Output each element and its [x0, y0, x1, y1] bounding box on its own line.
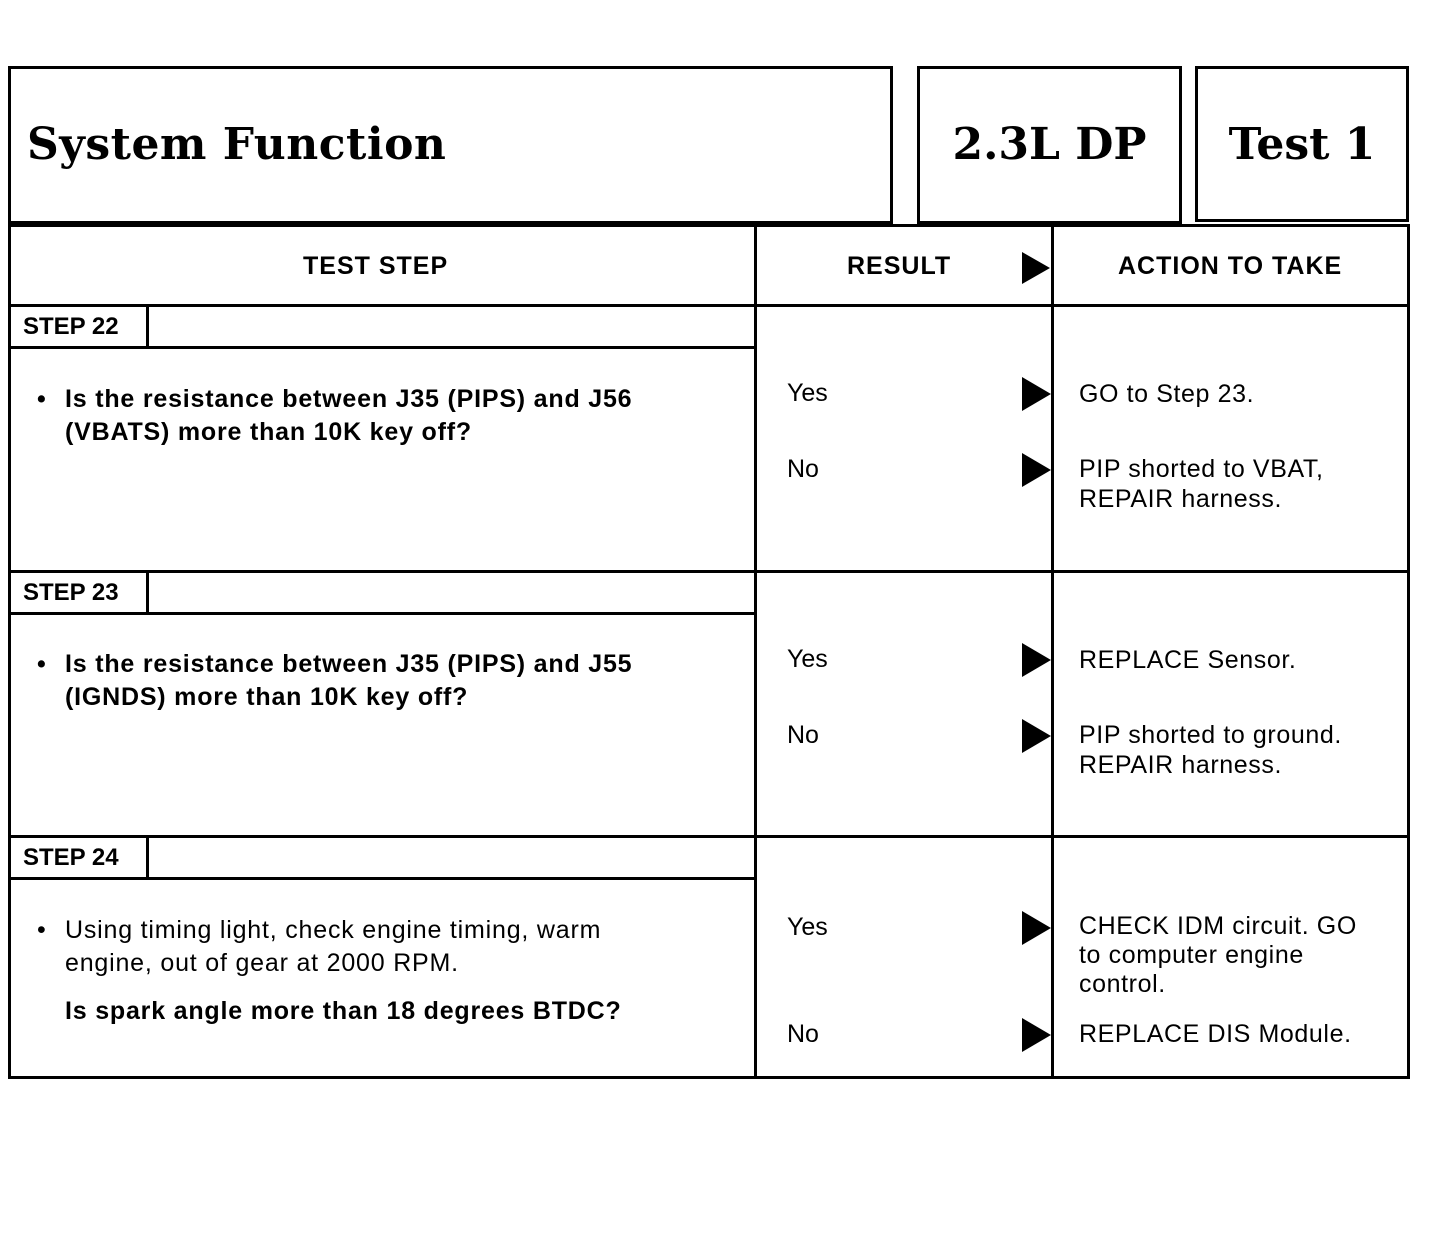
action-no [1079, 454, 1409, 514]
column-divider [1051, 227, 1054, 1076]
action-line: PIP shorted to ground. [1079, 721, 1342, 749]
action-line: REPAIR harness. [1079, 485, 1283, 513]
action-yes: REPLACE Sensor. [1079, 646, 1297, 674]
page-title: System Function [27, 119, 447, 170]
question-line: Using timing light, check engine timing, warm [65, 916, 602, 944]
arrow-icon [1022, 377, 1051, 411]
header-arrow-icon [1022, 252, 1050, 284]
step-sub-question: Is spark angle more than 18 degrees BTDC? [65, 997, 622, 1025]
arrow-icon [1022, 1018, 1051, 1052]
column-divider [754, 227, 757, 1076]
engine-box [917, 66, 1182, 224]
action-line: CHECK IDM circuit. GO [1079, 912, 1357, 940]
engine-label: 2.3L DP [952, 119, 1147, 170]
action-yes: GO to Step 23. [1079, 380, 1255, 408]
arrow-icon [1022, 453, 1051, 487]
step-label-divider [11, 612, 754, 615]
step-label: STEP 22 [11, 307, 149, 347]
diagnostic-table [8, 224, 1410, 1079]
step-label: STEP 24 [11, 838, 149, 878]
result-yes: Yes [787, 645, 828, 673]
result-no: No [787, 721, 819, 749]
action-line: PIP shorted to VBAT, [1079, 455, 1324, 483]
result-no: No [787, 1020, 819, 1048]
step-label-divider [11, 877, 754, 880]
step-question [37, 383, 737, 449]
result-no: No [787, 455, 819, 483]
bullet-icon: • [37, 916, 47, 944]
test-label: Test 1 [1228, 119, 1376, 170]
action-yes [1079, 912, 1409, 999]
action-line: REPAIR harness. [1079, 751, 1283, 779]
question-line: Is the resistance between J35 (PIPS) and J56 [65, 385, 633, 413]
column-header-result: RESULT [847, 252, 952, 280]
bullet-icon: • [37, 650, 47, 678]
action-line: to computer engine [1079, 941, 1304, 969]
title-box [8, 66, 893, 224]
result-yes: Yes [787, 379, 828, 407]
result-yes: Yes [787, 913, 828, 941]
row-divider [11, 835, 1407, 838]
row-divider [11, 304, 1407, 307]
question-line: Is the resistance between J35 (PIPS) and J55 [65, 650, 633, 678]
bullet-icon: • [37, 385, 47, 413]
action-line: control. [1079, 970, 1166, 998]
column-header-action: ACTION TO TAKE [1118, 252, 1343, 280]
row-divider [11, 570, 1407, 573]
action-no [1079, 720, 1409, 780]
question-line: (VBATS) more than 10K key off? [65, 418, 472, 446]
column-header-test-step: TEST STEP [303, 252, 449, 280]
question-line: engine, out of gear at 2000 RPM. [65, 949, 459, 977]
step-question [37, 648, 737, 714]
test-box [1195, 66, 1409, 222]
action-no: REPLACE DIS Module. [1079, 1020, 1352, 1048]
step-question [37, 914, 737, 980]
question-line: (IGNDS) more than 10K key off? [65, 683, 469, 711]
arrow-icon [1022, 911, 1051, 945]
arrow-icon [1022, 719, 1051, 753]
step-label: STEP 23 [11, 573, 149, 613]
arrow-icon [1022, 643, 1051, 677]
step-label-divider [11, 346, 754, 349]
